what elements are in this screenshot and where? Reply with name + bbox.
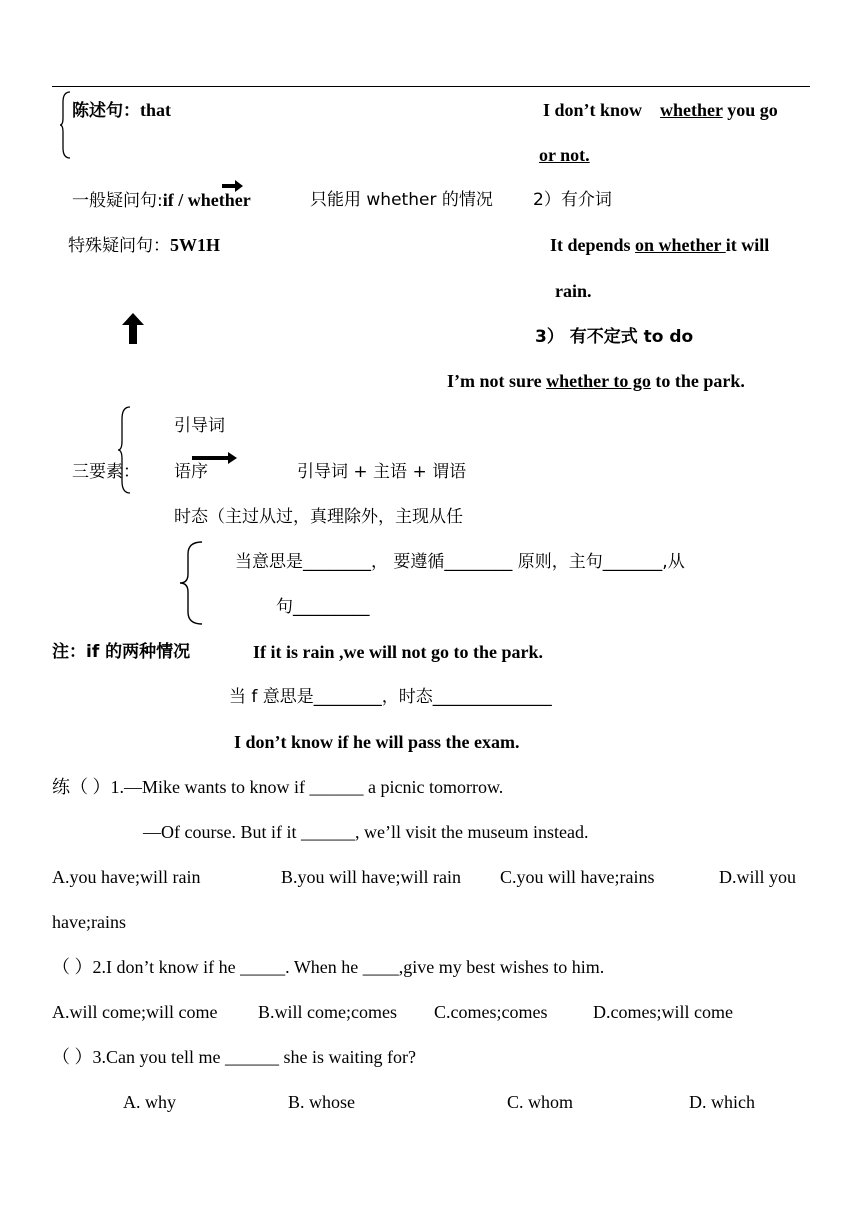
element-item2: 语序	[174, 462, 208, 482]
element-item1: 引导词	[174, 416, 225, 436]
q3-line: （ ）3.Can you tell me ______ she is waiting for?	[52, 1047, 416, 1067]
q3-option-d: D. which	[689, 1092, 755, 1112]
q3-option-b: B. whose	[288, 1092, 355, 1112]
statement-value: that	[140, 100, 171, 120]
element-item2-detail: 引导词 + 主语 + 谓语	[297, 462, 467, 482]
q1-option-c: C.you will have;rains	[500, 867, 655, 887]
example3-underlined: whether to go	[546, 371, 651, 391]
q1-line2: —Of course. But if it ______, we’ll visit the museum instead.	[143, 822, 589, 842]
brace-tense-rule	[180, 540, 204, 626]
example1-underlined: whether	[660, 100, 723, 120]
special-question-line	[68, 234, 220, 257]
special-question-label: 特殊疑问句：	[68, 236, 170, 256]
example3-pre: I’m not sure	[447, 371, 547, 391]
tense-rule-line2: 句_________	[276, 597, 370, 617]
statement-label: 陈述句：	[72, 101, 140, 121]
note-label: 注：if 的两种情况	[52, 642, 191, 662]
statement-line	[72, 99, 171, 122]
up-arrow-icon	[122, 313, 144, 345]
example2-pre: It depends	[550, 235, 636, 255]
only-whether-text: 只能用 whether 的情况	[310, 190, 493, 210]
item3-text: 3） 有不定式 to do	[535, 327, 694, 347]
item3-infinitive	[535, 325, 693, 348]
example1-line2: or not.	[539, 145, 590, 165]
note-meaning: 当 f 意思是________，时态______________	[229, 687, 552, 707]
q1-option-b: B.you will have;will rain	[281, 867, 461, 887]
q3-option-a: A. why	[123, 1092, 176, 1112]
q1-option-d-cont: have;rains	[52, 912, 126, 932]
note-example: If it is rain ,we will not go to the park.	[253, 642, 543, 662]
tense-rule-line1: 当意思是________， 要遵循________ 原则，主句_______,从	[235, 552, 685, 572]
item2-preposition: 2）有介词	[533, 190, 612, 210]
three-elements-label: 三要素：	[72, 462, 140, 482]
q2-option-b: B.will come;comes	[258, 1002, 397, 1022]
q2-option-a: A.will come;will come	[52, 1002, 218, 1022]
general-question-line	[72, 189, 251, 212]
top-rule	[52, 86, 810, 87]
example2-post: it will	[725, 235, 770, 255]
example1-line1	[543, 99, 778, 121]
general-question-label: 一般疑问句:	[72, 191, 163, 211]
example2-underlined: on whether	[635, 235, 726, 255]
q1-option-d: D.will you	[719, 867, 797, 887]
note-example2: I don’t know if he will pass the exam.	[234, 732, 520, 752]
example3-post: to the park.	[650, 371, 745, 391]
example3-line	[447, 370, 745, 392]
example1-pre: I don’t know	[543, 100, 647, 120]
q1-option-a: A.you have;will rain	[52, 867, 201, 887]
q2-option-d: D.comes;will come	[593, 1002, 733, 1022]
brace-statement	[60, 90, 72, 160]
example2-line1	[550, 234, 769, 256]
q1-line1: 练（ ）1.—Mike wants to know if ______ a picnic tomorrow.	[52, 777, 504, 797]
example2-line2: rain.	[555, 281, 592, 301]
q2-line: （ ）2.I don’t know if he _____. When he ____,give my best wishes to him.	[52, 957, 605, 977]
general-question-value: if / whether	[162, 190, 251, 210]
special-question-value: 5W1H	[170, 235, 221, 255]
example1-post: you go	[722, 100, 778, 120]
q2-option-c: C.comes;comes	[434, 1002, 548, 1022]
element-item3: 时态（主过从过，真理除外，主现从任	[174, 507, 463, 527]
q3-option-c: C. whom	[507, 1092, 574, 1112]
